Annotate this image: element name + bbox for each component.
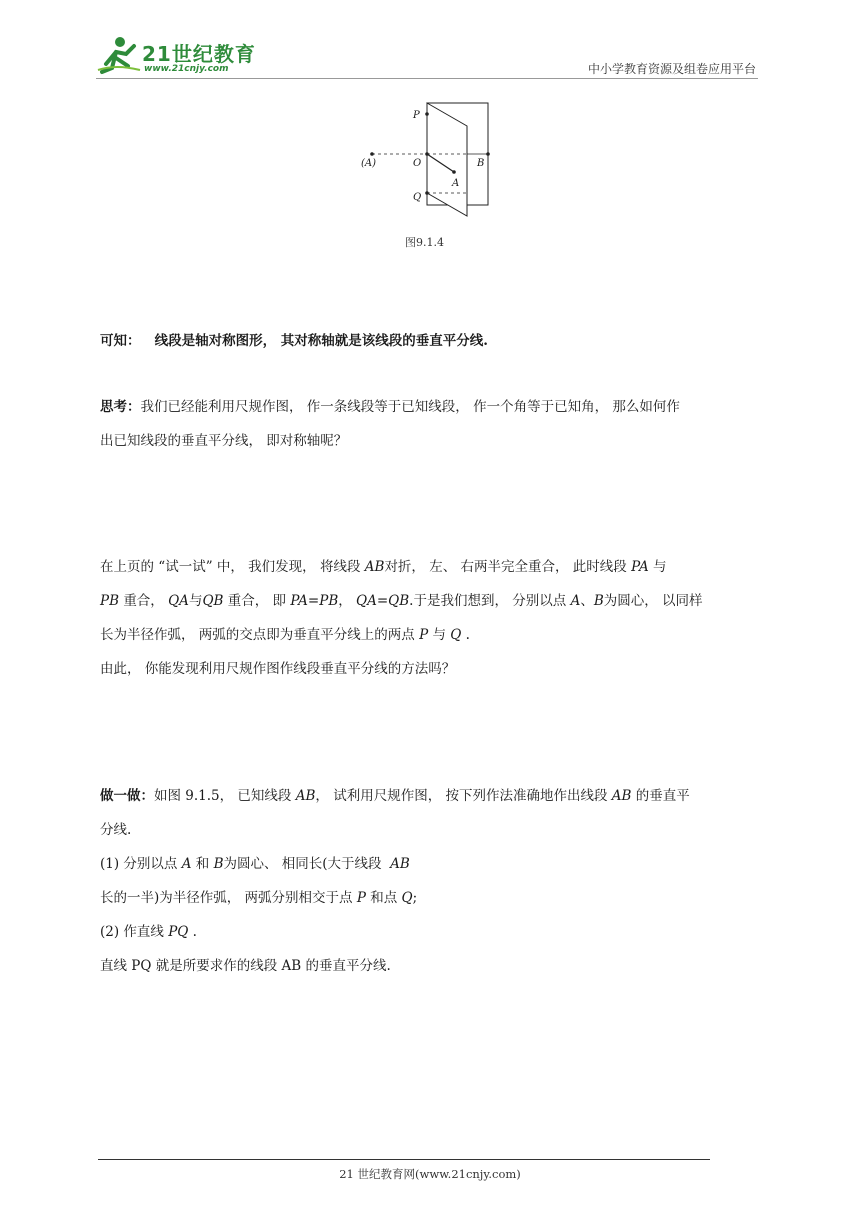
doit-text: 如图 9.1.5， 已知线段 bbox=[154, 788, 292, 804]
fold-diagram bbox=[355, 96, 500, 216]
step-1-text: 和 bbox=[195, 856, 210, 872]
para-text: .于是我们想到， 分别以点 bbox=[409, 593, 567, 609]
math-a: A bbox=[181, 856, 192, 872]
para-text: 与 bbox=[653, 559, 667, 575]
math-pa-eq-pb: PA=PB bbox=[290, 593, 339, 609]
para-text: . bbox=[465, 627, 470, 643]
point-p bbox=[425, 112, 429, 116]
doit-result: 直线 PQ 就是所要求作的线段 AB 的垂直平分线. bbox=[100, 958, 391, 974]
para-text: 在上页的 “试一试” 中， 我们发现， 将线段 bbox=[100, 559, 361, 575]
logo-url: www.21cnjy.com bbox=[144, 64, 229, 74]
discovery-paragraph bbox=[100, 550, 760, 686]
math-ab: AB bbox=[364, 559, 385, 575]
step-1-text: 长的一半)为半径作弧， 两弧分别相交于点 bbox=[100, 890, 353, 906]
para-text: 重合， 即 bbox=[227, 593, 287, 609]
math-b: B bbox=[593, 593, 604, 609]
think-line-2: 出已知线段的垂直平分线， 即对称轴呢？ bbox=[100, 433, 348, 449]
header-platform-text: 中小学教育资源及组卷应用平台 bbox=[587, 62, 756, 76]
step-1-text: (1) 分别以点 bbox=[100, 856, 178, 872]
footer-divider bbox=[98, 1159, 710, 1160]
doit-text: ， 试利用尺规作图， 按下列作法准确地作出线段 bbox=[315, 788, 608, 804]
label-a-paren: (A) bbox=[361, 158, 377, 169]
para-text: 与 bbox=[188, 593, 203, 609]
conclusion-prefix: 可知： bbox=[100, 333, 141, 349]
math-ab: AB bbox=[390, 856, 410, 872]
label-q: Q bbox=[413, 192, 422, 203]
figure-caption: 图9.1.4 bbox=[405, 236, 444, 249]
math-pa: PA bbox=[631, 559, 649, 575]
point-a bbox=[452, 170, 456, 174]
point-b bbox=[486, 152, 490, 156]
math-ab: AB bbox=[611, 788, 632, 804]
conclusion-text: 线段是轴对称图形， 其对称轴就是该线段的垂直平分线. bbox=[154, 333, 489, 349]
para-text: 长为半径作弧， 两弧的交点即为垂直平分线上的两点 bbox=[100, 627, 415, 643]
logo-text: 21世纪教育 bbox=[142, 42, 256, 66]
math-pb: PB bbox=[100, 593, 120, 609]
point-o bbox=[425, 152, 429, 156]
step-2-text: (2) 作直线 bbox=[100, 924, 164, 940]
header-divider bbox=[96, 78, 758, 79]
conclusion-paragraph bbox=[100, 324, 760, 358]
point-q bbox=[425, 191, 429, 195]
para-text: ， bbox=[338, 593, 352, 609]
math-ab: AB bbox=[295, 788, 316, 804]
think-prefix: 思考： bbox=[100, 399, 141, 415]
footer-link[interactable]: 21 世纪教育网(www.21cnjy.com) bbox=[339, 1167, 521, 1181]
label-a: A bbox=[452, 178, 460, 189]
math-a: A bbox=[570, 593, 581, 609]
math-b: B bbox=[213, 856, 224, 872]
doit-prefix: 做一做： bbox=[100, 788, 154, 804]
para-question: 由此， 你能发现利用尺规作图作线段垂直平分线的方法吗？ bbox=[100, 661, 456, 677]
label-p: P bbox=[413, 110, 420, 121]
doit-paragraph bbox=[100, 779, 760, 983]
label-b: B bbox=[477, 158, 485, 169]
site-logo bbox=[96, 34, 266, 80]
step-2-text: . bbox=[192, 924, 197, 940]
doit-line-2: 分线. bbox=[100, 822, 132, 838]
math-p: P bbox=[419, 627, 429, 643]
math-qb: QB bbox=[202, 593, 224, 609]
step-1-text: ; bbox=[412, 890, 418, 906]
para-text: 为圆心， 以同样 bbox=[603, 593, 703, 609]
para-text: 、 bbox=[580, 593, 594, 609]
think-paragraph bbox=[100, 390, 760, 458]
step-1-text: 为圆心、 相同长(大于线段 bbox=[223, 856, 382, 872]
math-q: Q bbox=[450, 627, 462, 643]
para-text: 对折， 左、 右两半完全重合， 此时线段 bbox=[384, 559, 627, 575]
point-a-paren bbox=[370, 152, 374, 156]
label-o: O bbox=[413, 158, 422, 169]
front-plane bbox=[427, 103, 467, 216]
think-line-1: 我们已经能利用尺规作图， 作一条线段等于已知线段， 作一个角等于已知角， 那么如何作 bbox=[140, 399, 680, 415]
para-text: 重合， bbox=[123, 593, 164, 609]
math-p: P bbox=[356, 890, 366, 906]
math-qa: QA bbox=[168, 593, 189, 609]
doit-text: 的垂直平 bbox=[635, 788, 690, 804]
figure-9-1-4 bbox=[355, 96, 500, 216]
para-text: 与 bbox=[432, 627, 446, 643]
step-1-text: 和点 bbox=[370, 890, 398, 906]
math-q: Q bbox=[401, 890, 413, 906]
math-qa-eq-qb: QA=QB bbox=[356, 593, 410, 609]
math-pq: PQ bbox=[168, 924, 189, 940]
